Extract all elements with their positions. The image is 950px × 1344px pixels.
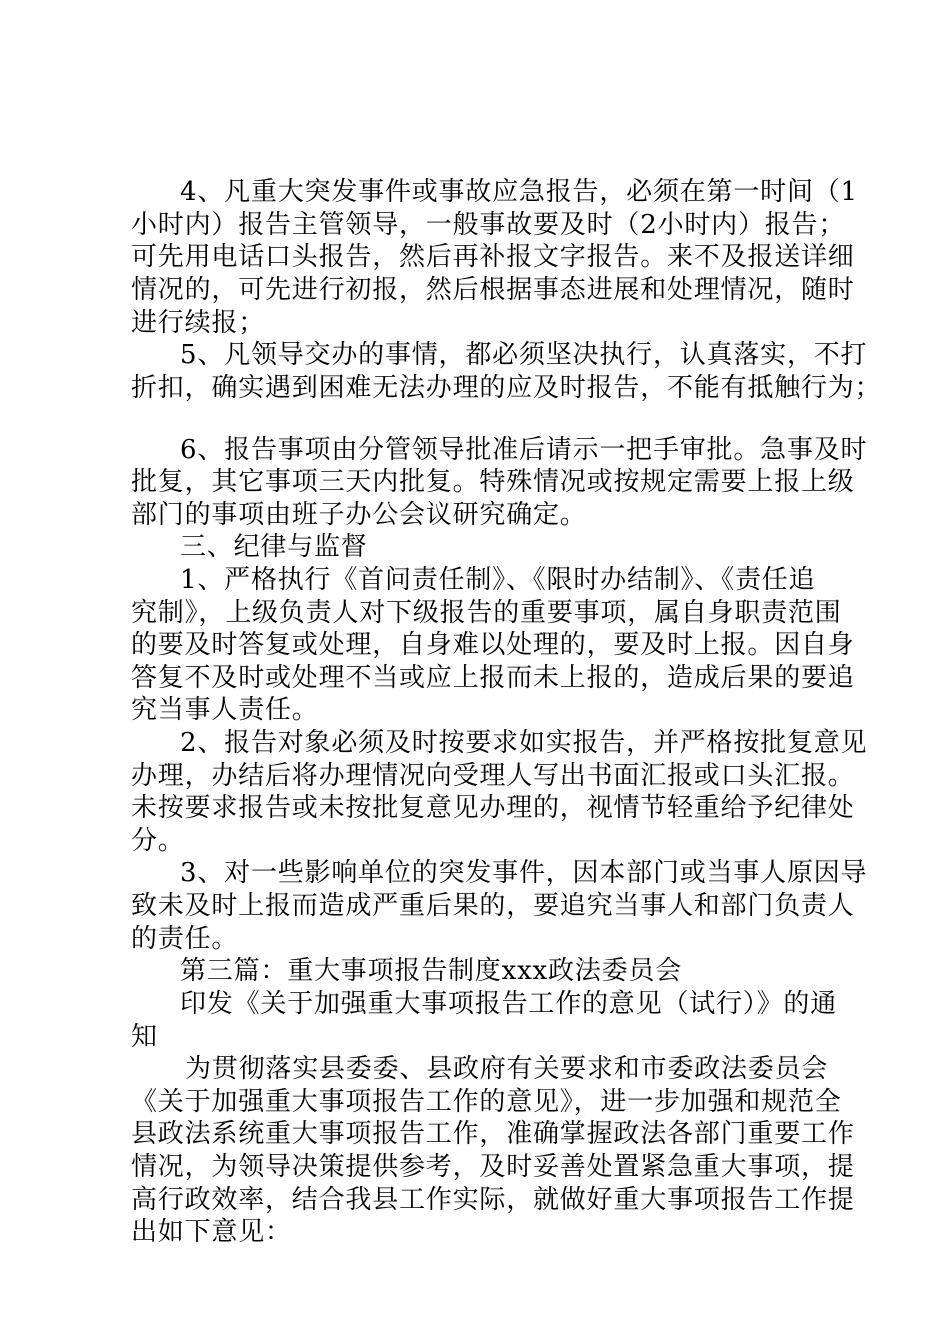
- text-line: 高行政效率，结合我县工作实际，就做好重大事项报告工作提: [131, 1185, 855, 1215]
- text-line: 进行续报；: [131, 308, 266, 338]
- text-line: 分。: [131, 826, 185, 856]
- text-line: 办理，办结后将办理情况向受理人写出书面汇报或口头汇报。: [131, 761, 855, 791]
- text-line: 印发《关于加强重大事项报告工作的意见（试行）》的通: [180, 989, 838, 1019]
- text-line: 折扣，确实遇到困难无法办理的应及时报告，不能有抵触行为；: [131, 373, 882, 403]
- text-line: 未按要求报告或未按批复意见办理的，视情节轻重给予纪律处: [131, 793, 855, 823]
- text-line: 答复不及时或处理不当或应上报而未上报的，造成后果的要追: [131, 663, 855, 693]
- text-line: 5、凡领导交办的事情，都必须坚决执行，认真落实，不打: [180, 340, 868, 370]
- text-line: 《关于加强重大事项报告工作的意见》，进一步加强和规范全: [131, 1087, 842, 1117]
- text-line: 小时内）报告主管领导，一般事故要及时（2小时内）报告；: [131, 210, 846, 240]
- text-line: 1、严格执行《首问责任制》、《限时办结制》、《责任追: [180, 565, 816, 595]
- text-line: 知: [131, 1022, 158, 1052]
- text-line: 3、对一些影响单位的突发事件，因本部门或当事人原因导: [180, 858, 868, 888]
- text-line: 可先用电话口头报告，然后再补报文字报告。来不及报送详细: [131, 242, 855, 272]
- text-line: 4、凡重大突发事件或事故应急报告，必须在第一时间（1: [180, 177, 858, 207]
- text-line: 2、报告对象必须及时按要求如实报告，并严格按批复意见: [180, 728, 868, 758]
- chapter-heading: 第三篇：重大事项报告制度xxx政法委员会: [180, 956, 682, 986]
- text-line: 的责任。: [131, 924, 239, 954]
- text-line: 致未及时上报而造成严重后果的，要追究当事人和部门负责人: [131, 891, 855, 921]
- text-line: 究当事人责任。: [131, 695, 319, 725]
- text-line: 6、报告事项由分管领导批准后请示一把手审批。急事及时: [180, 435, 868, 465]
- text-line: 出如下意见：: [131, 1217, 292, 1247]
- text-line: 部门的事项由班子办公会议研究确定。: [131, 500, 587, 530]
- text-line: 情况的，可先进行初报，然后根据事态进展和处理情况，随时: [131, 275, 855, 305]
- text-line: 批复，其它事项三天内批复。特殊情况或按规定需要上报上级: [131, 467, 855, 497]
- text-line: 的要及时答复或处理，自身难以处理的，要及时上报。因自身: [131, 630, 855, 660]
- text-line: 究制》，上级负责人对下级报告的重要事项，属自身职责范围: [131, 598, 842, 628]
- section-heading: 三、纪律与监督: [180, 532, 368, 562]
- text-line: 县政法系统重大事项报告工作，准确掌握政法各部门重要工作: [131, 1119, 855, 1149]
- text-line: 情况，为领导决策提供参考，及时妥善处置紧急重大事项，提: [131, 1152, 855, 1182]
- text-line: 为贯彻落实县委委、县政府有关要求和市委政法委员会: [185, 1054, 829, 1084]
